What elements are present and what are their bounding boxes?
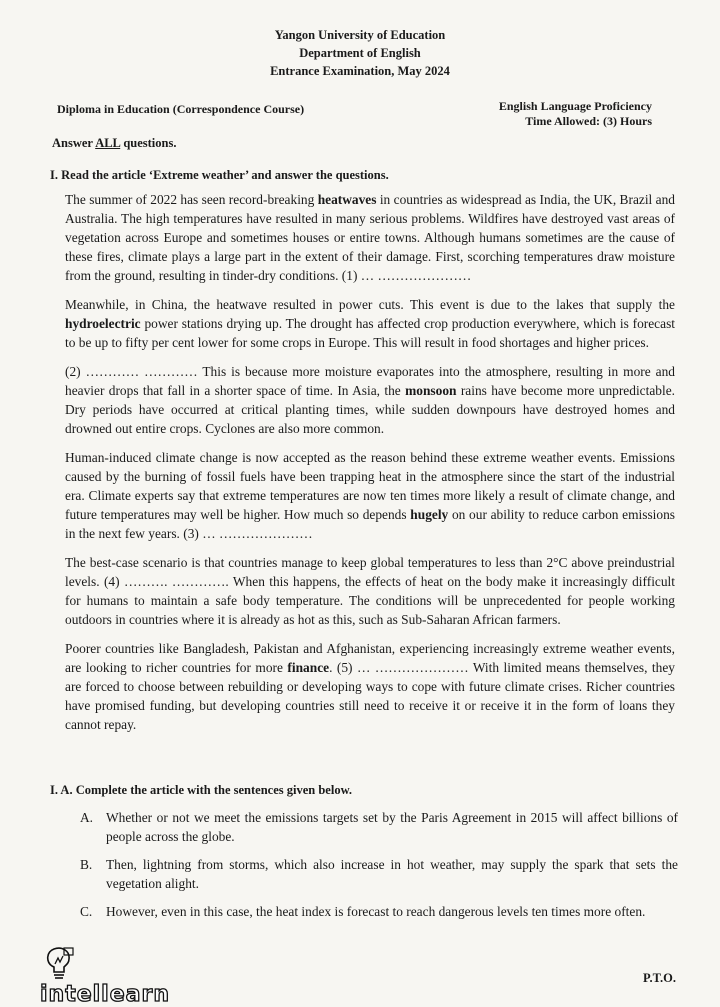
option-letter: B. xyxy=(80,857,93,872)
article-paragraph-6: Poorer countries like Bangladesh, Pakistan and Afghanistan, experiencing increasingly extreme weather events, are looking to richer countries for more finance. (5) … ………………… With limited means themselves, they are forced to choose between rebuilding or developing ways to cope with future climate crises. Richer countries have promised funding, but developing countries still need to receive it or receive it in the form of loans they cannot repay. xyxy=(65,641,675,732)
article-paragraph-2: Meanwhile, in China, the heatwave resulted in power cuts. This event is due to the lakes that supply the hydroelectric power stations drying up. The drought has affected crop production everywhere, which is forecast to be up to fifty per cent lower for some crops in Europe. This will result in food shortages and higher prices. xyxy=(65,297,675,350)
option-text: However, even in this case, the heat index is forecast to reach dangerous levels ten times more often. xyxy=(106,904,646,919)
university-name: Yangon University of Education xyxy=(274,28,446,42)
answer-prefix: Answer xyxy=(52,136,96,150)
option-a xyxy=(80,808,678,846)
logo-text: intellearn xyxy=(40,982,171,1007)
sentence-options xyxy=(80,808,678,930)
lightbulb-icon xyxy=(42,946,76,982)
answer-instruction xyxy=(52,136,176,151)
option-text: Then, lightning from storms, which also increase in hot weather, may supply the spark that sets the vegetation alight. xyxy=(106,857,678,891)
article-body xyxy=(65,190,675,744)
department-name: Department of English xyxy=(299,46,421,60)
article-paragraph-1: The summer of 2022 has seen record-breaking heatwaves in countries as widespread as India, the UK, Brazil and Australia. The high temperatures have resulted in many serious problems. Wildfires have destroyed vast areas of vegetation across Europe and sometimes houses or entire towns. Although humans sometimes are the cause of these fires, climate plays a large part in the extent of their damage. First, scorching temperatures draw moisture from the ground, resulting in tinder-dry conditions. (1) … ………………… xyxy=(65,192,675,283)
option-b xyxy=(80,855,678,893)
exam-title: Entrance Examination, May 2024 xyxy=(270,64,450,78)
intellearn-logo xyxy=(40,946,190,1007)
section-1a-title: I. A. Complete the article with the sentences given below. xyxy=(50,783,353,797)
article-paragraph-4: Human-induced climate change is now accepted as the reason behind these extreme weather events. Emissions caused by the burning of fossil fuels have been trapping heat in the atmosphere since the start of the industrial era. Climate experts say that extreme temperatures are now ten times more likely a result of climate change, and future temperatures may well be higher. How much so depends hugely on our ability to reduce carbon emissions in the next few years. (3) … ………………… xyxy=(65,450,675,541)
option-letter: A. xyxy=(80,810,94,825)
answer-suffix: questions. xyxy=(120,136,177,150)
article-paragraph-5: The best-case scenario is that countries manage to keep global temperatures to less than 2°C above preindustrial levels. (4) ………. …………. When this happens, the effects of heat on the body make it increasingly difficult for humans to maintain a safe body temperature. The conditions will be unprecedented for people working outdoors in countries where it is already as hot as this, such as Sub-Saharan African farmers. xyxy=(65,555,675,627)
option-text: Whether or not we meet the emissions targets set by the Paris Agreement in 2015 will affect billions of people across the globe. xyxy=(106,810,678,844)
subject-name: English Language Proficiency xyxy=(498,99,652,113)
course-name: Diploma in Education (Correspondence Course) xyxy=(57,102,305,116)
subject-info xyxy=(499,99,652,129)
exam-header xyxy=(0,26,720,80)
article-paragraph-3: (2) ………… ………… This is because more moisture evaporates into the atmosphere, resulting in more and heavier drops that fall in a shorter space of time. In Asia, the monsoon rains have become more unpredictable. Dry periods have occurred at critical planting times, while sudden downpours have destroyed homes and drowned out entire crops. Cyclones are also more common. xyxy=(65,364,675,436)
time-allowed: Time Allowed: (3) Hours xyxy=(525,114,652,128)
option-letter: C. xyxy=(80,904,93,919)
pto-label: P.T.O. xyxy=(643,971,676,985)
option-c xyxy=(80,902,678,921)
section-1-title: I. Read the article ‘Extreme weather’ and answer the questions. xyxy=(50,168,389,182)
answer-all-emphasis: ALL xyxy=(95,136,121,150)
